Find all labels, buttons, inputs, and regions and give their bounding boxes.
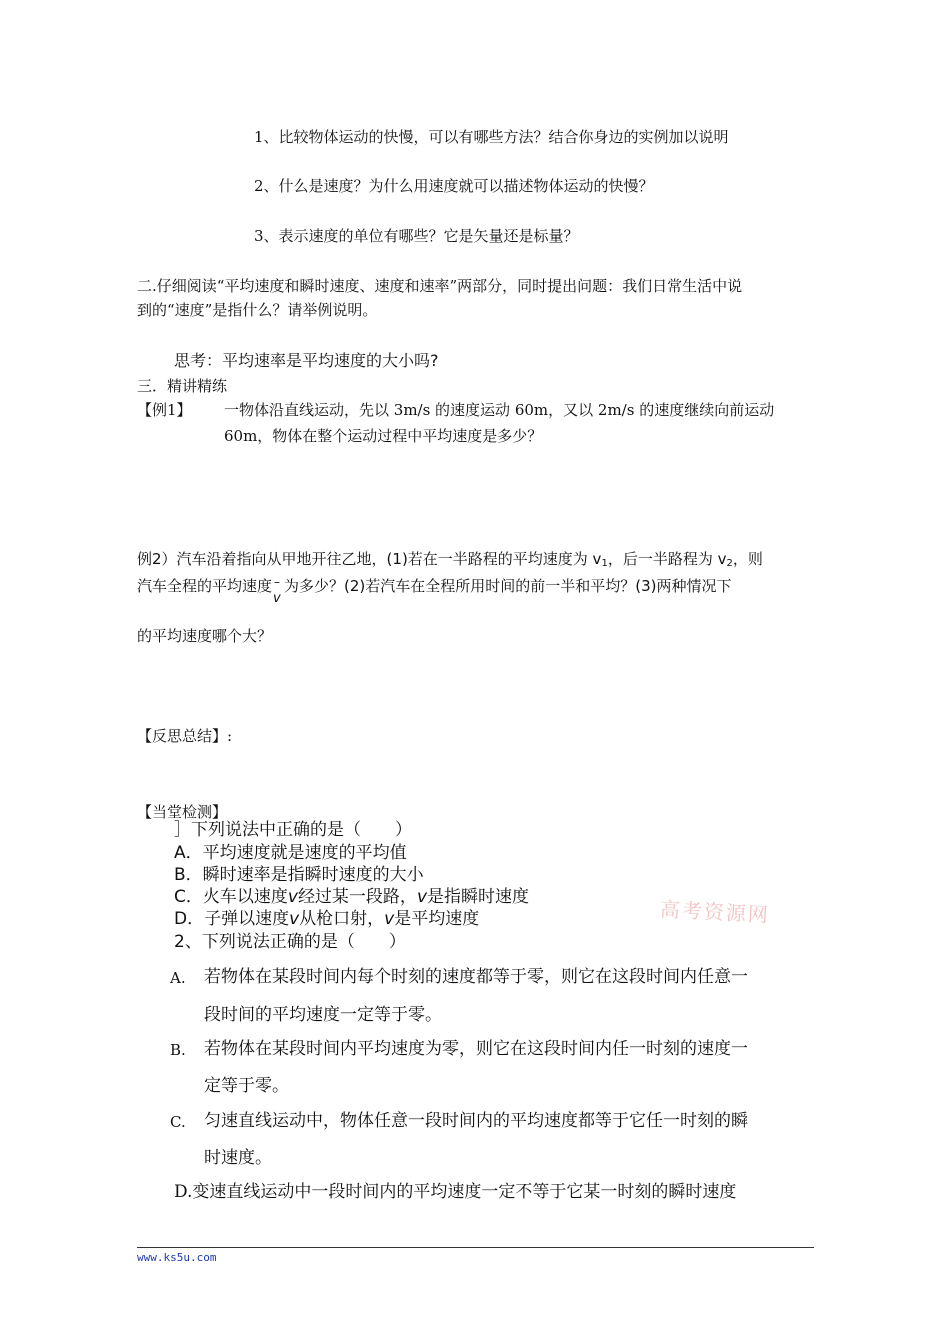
section2-line1: 二.仔细阅读“平均速度和瞬时速度、速度和速率”两部分，同时提出问题：我们日常生活中说 [137,277,743,295]
check-heading: 【当堂检测】 [137,803,228,821]
option-d-text-1: D．子弹以速度 [174,909,290,929]
check-q1-option-a: A．平均速度就是速度的平均值 [174,843,407,863]
option-c-text-3: 是指瞬时速度 [427,887,529,907]
section3-heading: 三．精讲精练 [137,377,228,395]
option-d-v1: v [289,909,300,929]
check-q1-option-c [174,887,529,907]
option-c-v2: v [416,887,427,907]
footer-rule [137,1247,814,1248]
option-c-v1: v [287,887,298,907]
watermark-logo: 高考资源网 [659,897,771,927]
example1-line2: 60m，物体在整个运动过程中平均速度是多少？ [224,427,543,445]
example2-line1 [137,550,763,570]
question-2: 2、什么是速度？为什么用速度就可以描述物体运动的快慢？ [254,177,654,195]
example2-text-d: 汽车全程的平均速度 [137,577,273,595]
v-bar-overline: – [274,575,281,589]
v1-subscript: 1 [601,558,608,569]
q2-option-b-line1: 若物体在某段时间内平均速度为零，则它在这段时间内任一时刻的速度一 [204,1039,748,1059]
example2-text-e: 为多少？(2)若汽车在全程所用时间的前一半和平均？(3)两种情况下 [284,577,732,595]
q2-option-a-line2: 段时间的平均速度一定等于零。 [204,1005,442,1025]
example2-text-b: ，后一半路程为 v [607,550,727,568]
example1-line1: 一物体沿直线运动，先以 3m/s 的速度运动 60m，又以 2m/s 的速度继续向前运动 [224,401,775,419]
q2-option-a-line1: 若物体在某段时间内每个时刻的速度都等于零，则它在这段时间内任意一 [204,967,748,987]
check-q1-option-b: B．瞬时速率是指瞬时速度的大小 [174,865,424,885]
question-3: 3、表示速度的单位有哪些？它是矢量还是标量？ [254,227,579,245]
question-1: 1、比较物体运动的快慢，可以有哪些方法？结合你身边的实例加以说明 [254,128,729,146]
example2-text-c: ，则 [732,550,763,568]
q2-option-b-label: B. [170,1041,186,1059]
footer-link[interactable]: www.ks5u.com [137,1251,217,1264]
reflection-heading: 【反思总结】: [137,727,233,745]
q2-option-c-line2: 时速度。 [204,1148,272,1168]
think-question: 思考：平均速率是平均速度的大小吗? [174,351,439,370]
option-d-v2: v [384,909,395,929]
v-bar-symbol [272,575,284,606]
q2-option-c-label: C. [170,1113,186,1131]
check-q2-stem: 2、下列说法正确的是（ ） [174,932,406,952]
example1-label: 【例1】 [137,401,192,419]
q2-option-b-line2: 定等于零。 [204,1076,289,1096]
option-d-text-2: 从枪口射， [299,909,385,929]
example2-line2 [137,575,732,606]
q2-option-d: D.变速直线运动中一段时间内的平均速度一定不等于它某一时刻的瞬时速度 [174,1182,737,1202]
check-q1-option-d [174,909,479,929]
q2-option-a-label: A. [170,969,186,987]
v2-subscript: 2 [726,558,733,569]
q2-option-c-line1: 匀速直线运动中，物体任意一段时间内的平均速度都等于它任一时刻的瞬 [204,1111,748,1131]
example2-line3: 的平均速度哪个大？ [137,627,273,645]
v-bar-letter: v [273,591,281,606]
section2-line2: 到的“速度”是指什么？请举例说明。 [137,301,378,319]
option-d-text-3: 是平均速度 [394,909,480,929]
option-c-text-2: 经过某一段路， [297,887,417,907]
option-c-text-1: C．火车以速度 [174,887,288,907]
check-q1-stem: ］下列说法中正确的是（ ） [174,820,412,840]
example2-text-a: 例2）汽车沿着指向从甲地开往乙地，(1)若在一半路程的平均速度为 v [137,550,602,568]
